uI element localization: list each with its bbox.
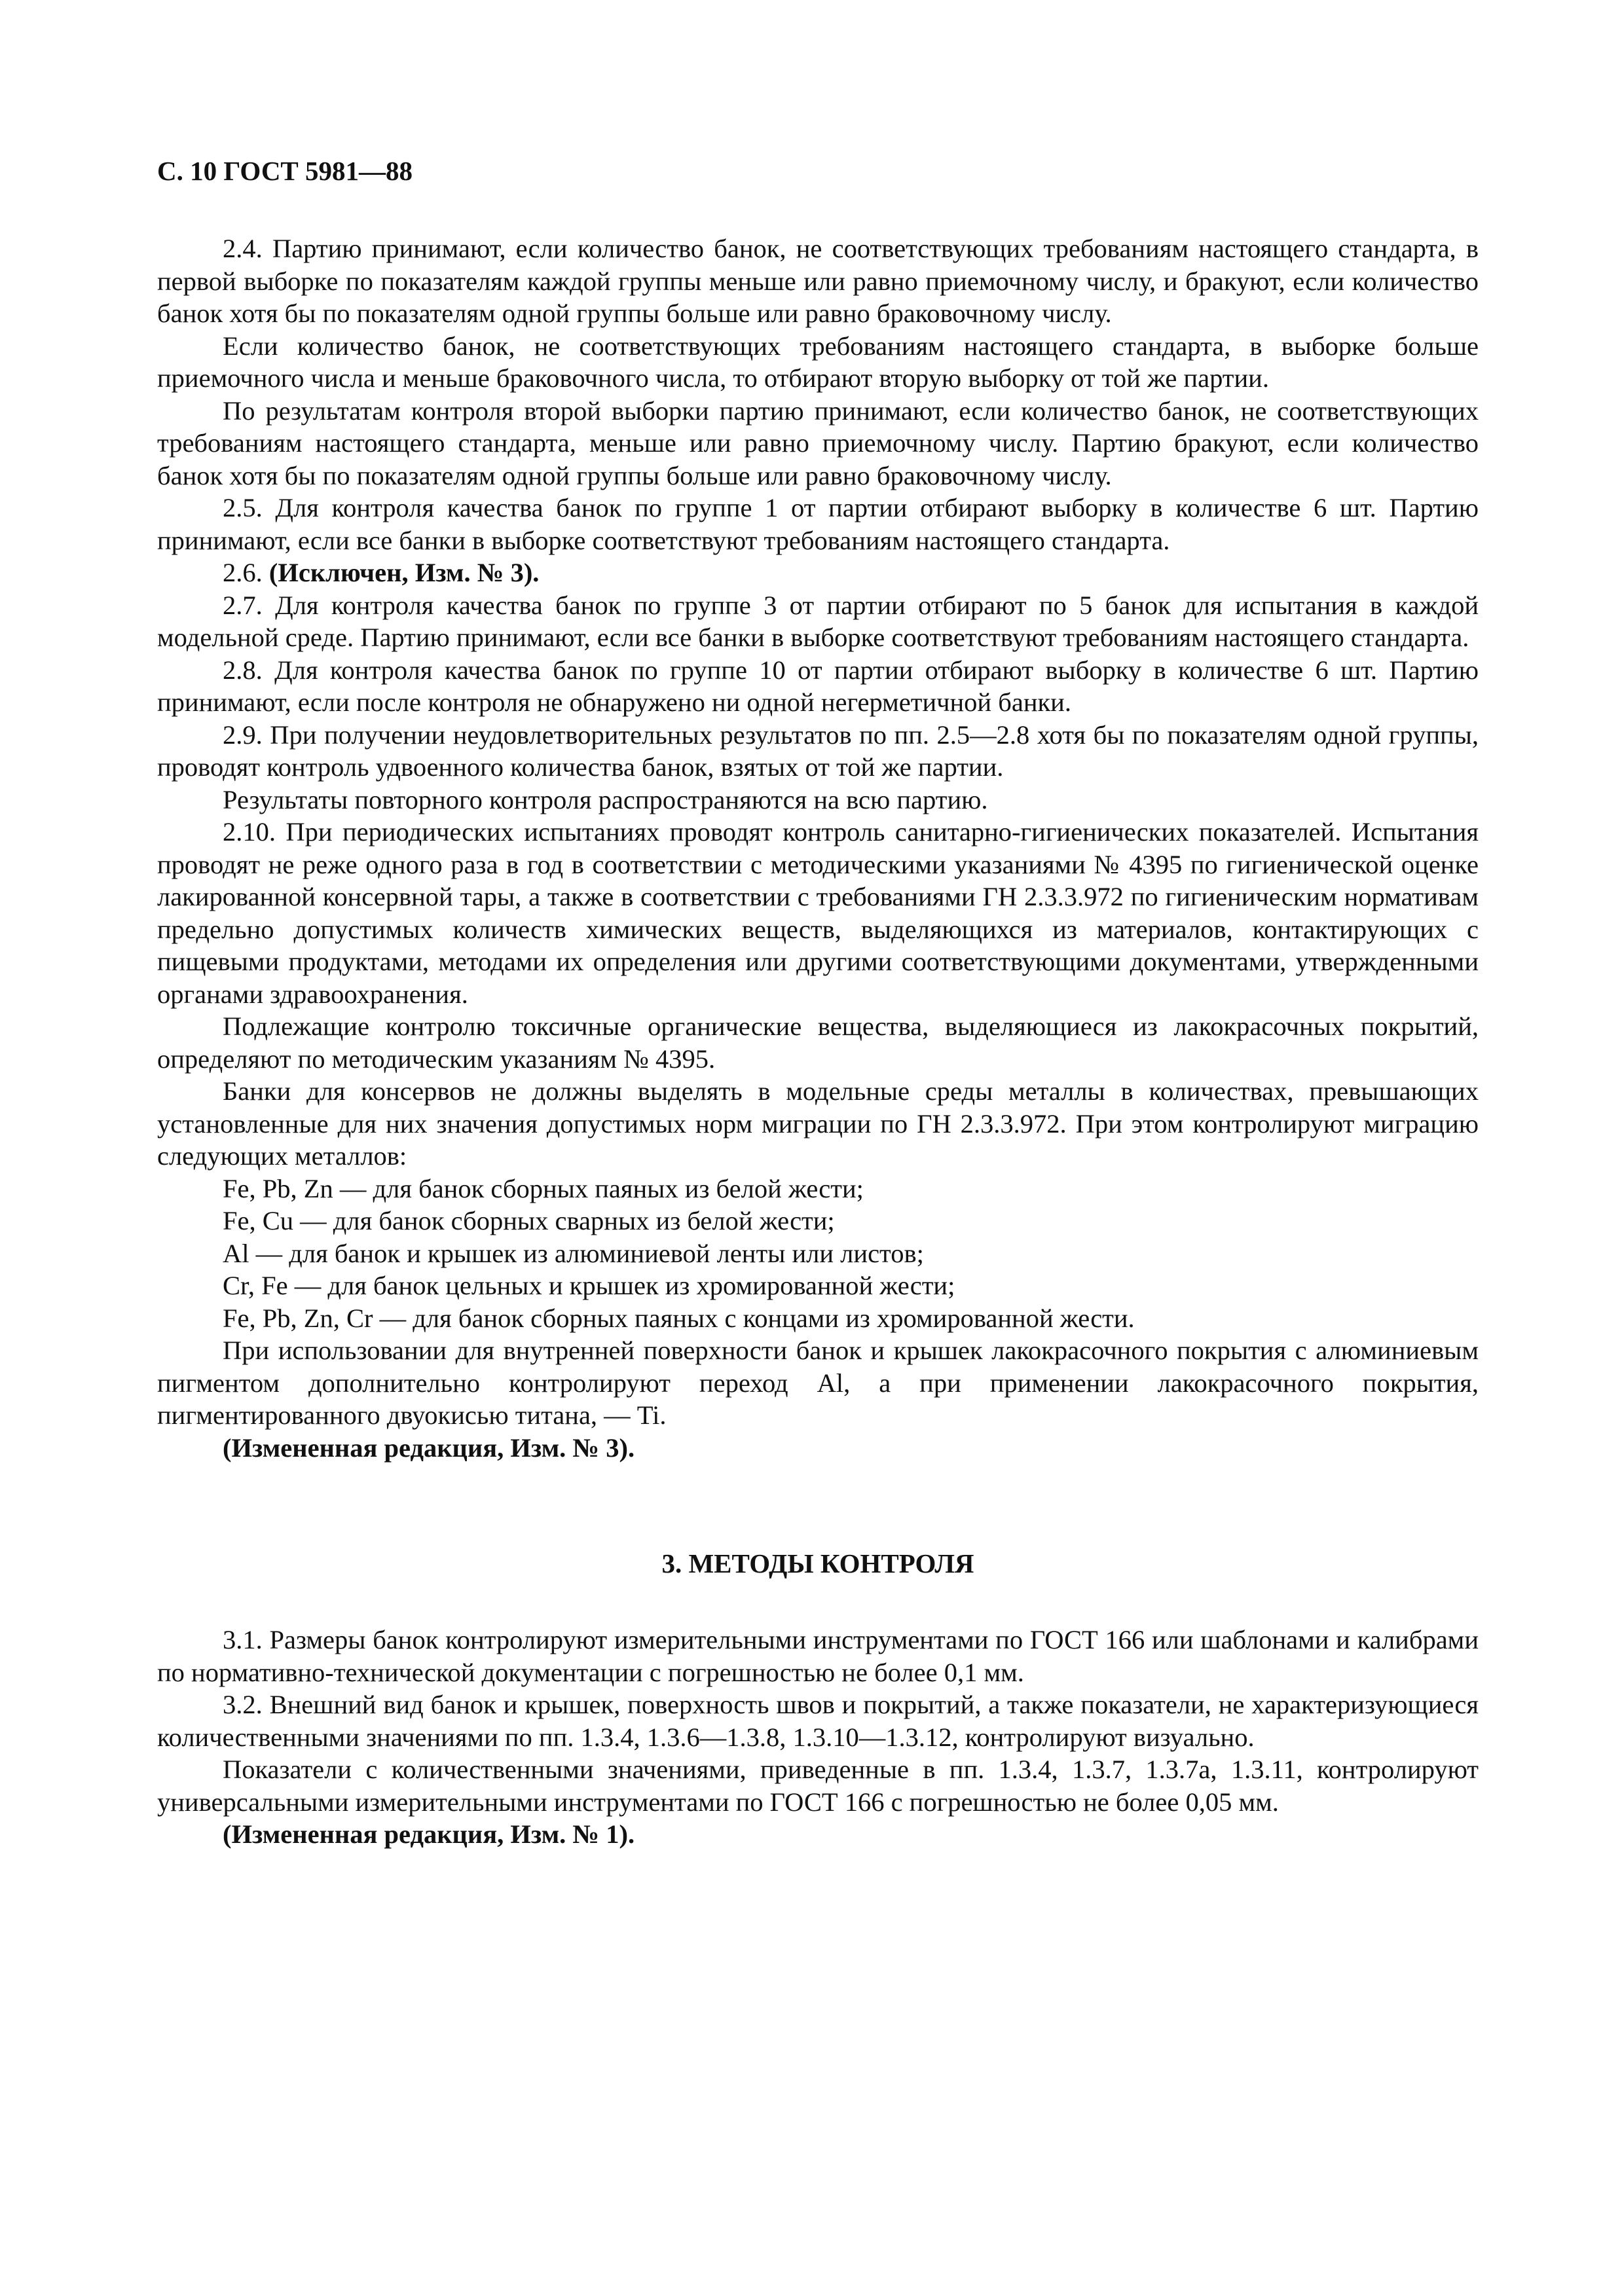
document-body (157, 232, 1479, 1851)
paragraph-metal-migration: Банки для консервов не должны выделять в модельные среды металлы в количествах, превышающих установленные для них значения допустимых норм миграции по ГН 2.3.3.972. При этом контролируют миграцию следующих металлов: (157, 1076, 1479, 1171)
paragraph-second-sample: Если количество банок, не соответствующих требованиям настоящего стандарта, в выборке больше приемочного числа и меньше браковочного числа, то отбирают вторую выборку от той же партии. (157, 331, 1479, 393)
paragraph-2-6-number: 2.6. (223, 558, 269, 587)
paragraph-quantitative-indicators: Показатели с количественными значениями, приведенные в пп. 1.3.4, 1.3.7, 1.3.7а, 1.3.11, контролируют универсальными измерительными инструментами по ГОСТ 166 с погрешностью не более 0,05 мм. (157, 1755, 1479, 1817)
metal-list-item: Fe, Pb, Zn — для банок сборных паяных из белой жести; (223, 1173, 864, 1203)
paragraph-2-5: 2.5. Для контроля качества банок по группе 1 от партии отбирают выборку в количестве 6 шт. Партию принимают, если все банки в выборке соответствуют требованиям настоящего стандарта. (157, 493, 1479, 555)
paragraph-organic-substances: Подлежащие контролю токсичные органические вещества, выделяющиеся из лакокрасочных покрытий, определяют по методическим указаниям № 4395. (157, 1011, 1479, 1074)
metal-list-item: Al — для банок и крышек из алюминиевой ленты или листов; (223, 1238, 924, 1268)
paragraph-2-6-excluded-note: (Исключен, Изм. № 3). (268, 558, 540, 587)
paragraph-2-6 (157, 556, 1479, 589)
paragraph-2-8: 2.8. Для контроля качества банок по группе 10 от партии отбирают выборку в количестве 6 шт. Партию принимают, если после контроля не обнаружено ни одной негерметичной банки. (157, 655, 1479, 717)
metal-list-item: Fe, Pb, Zn, Cr — для банок сборных паяных с концами из хромированной жести. (223, 1303, 1135, 1333)
page-header: С. 10 ГОСТ 5981—88 (157, 156, 413, 186)
paragraph-3-2: 3.2. Внешний вид банок и крышек, поверхность швов и покрытий, а также показатели, не характеризующиеся количественными значениями по пп. 1.3.4, 1.3.6—1.3.8, 1.3.10—1.3.12, контролируют визуально. (157, 1690, 1479, 1752)
metal-list-item: Fe, Cu — для банок сборных сварных из белой жести; (223, 1206, 835, 1235)
paragraph-2-9: 2.9. При получении неудовлетворительных результатов по пп. 2.5—2.8 хотя бы по показателям одной группы, проводят контроль удвоенного количества банок, взятых от той же партии. (157, 720, 1479, 782)
paragraph-second-sample-results: По результатам контроля второй выборки партию принимают, если количество банок, не соответствующих требованиям настоящего стандарта, меньше или равно приемочному числу. Партию бракуют, если количество банок хотя бы по показателям одной группы больше или равно браковочному числу. (157, 395, 1479, 490)
section-title-control-methods: 3. МЕТОДЫ КОНТРОЛЯ (661, 1548, 974, 1578)
paragraph-2-7: 2.7. Для контроля качества банок по группе 3 от партии отбирают по 5 банок для испытания в каждой модельной среде. Партию принимают, если все банки в выборке соответствуют требованиям настоящего стандарта. (157, 590, 1479, 652)
paragraph-2-4: 2.4. Партию принимают, если количество банок, не соответствующих требованиям настоящего стандарта, в первой выборке по показателям каждой группы меньше или равно приемочному числу, и бракуют, если количество банок хотя бы по показателям одной группы больше или равно браковочному числу. (157, 234, 1479, 328)
document-page (157, 154, 1479, 1851)
paragraph-3-1: 3.1. Размеры банок контролируют измерительными инструментами по ГОСТ 166 или шаблонами и калибрами по нормативно-технической документации с погрешностью не более 0,1 мм. (157, 1625, 1479, 1687)
paragraph-2-10: 2.10. При периодических испытаниях проводят контроль санитарно-гигиенических показателей. Испытания проводят не реже одного раза в год в соответствии с методическими указаниями № 4395 по гигиенической оценке лакированной консервной тары, а также в соответствии с требованиями ГН 2.3.3.972 по гигиеническим нормативам предельно допустимых количеств химических веществ, выделяющихся из материалов, контактирующих с пищевыми продуктами, методами их определения или другими соответствующими документами, утвержденными органами здравоохранения. (157, 817, 1479, 1009)
paragraph-coating-pigment: При использовании для внутренней поверхности банок и крышек лакокрасочного покрытия с алюминиевым пигментом дополнительно контролируют переход Al, а при применении лакокрасочного покрытия, пигментированного двуокисью титана, — Ti. (157, 1336, 1479, 1430)
amendment-note-1: (Измененная редакция, Изм. № 1). (223, 1819, 635, 1849)
amendment-note-3: (Измененная редакция, Изм. № 3). (223, 1432, 635, 1463)
metal-list-item: Cr, Fe — для банок цельных и крышек из хромированной жести; (223, 1271, 955, 1300)
paragraph-repeat-control: Результаты повторного контроля распространяются на всю партию. (223, 784, 988, 814)
